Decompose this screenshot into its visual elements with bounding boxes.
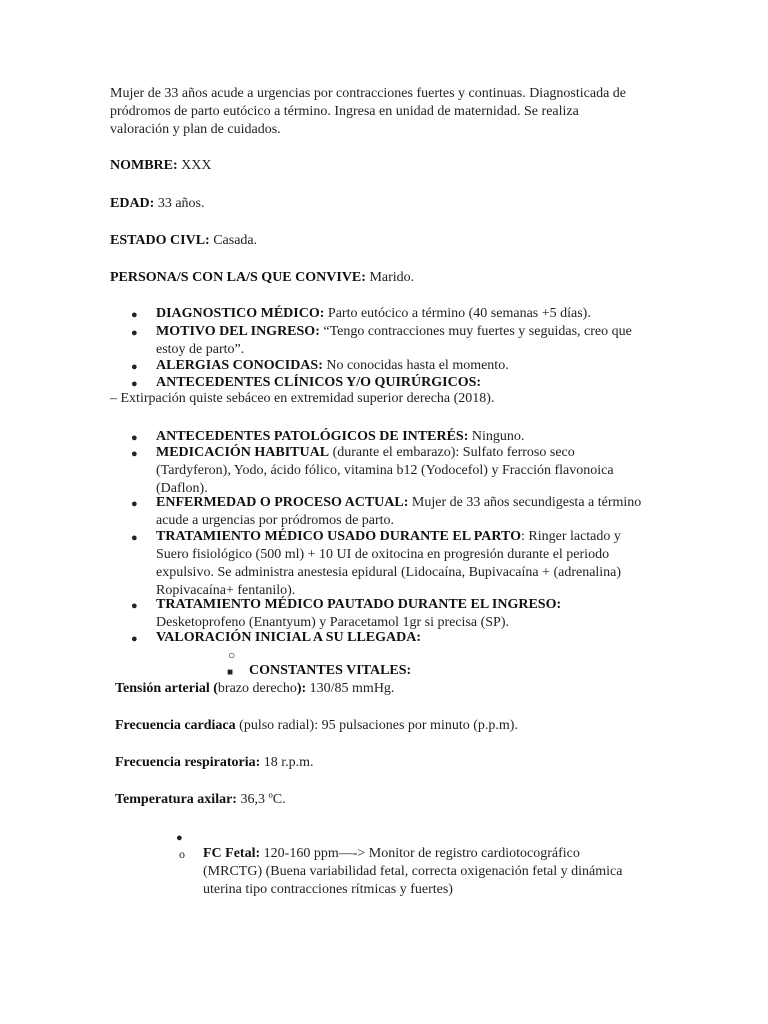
item-label: MEDICACIÓN HABITUAL <box>156 445 330 460</box>
bullet-icon: ● <box>131 448 138 460</box>
field-convive <box>110 269 630 287</box>
field-label: PERSONA/S CON LA/S QUE CONVIVE: <box>110 270 366 285</box>
square-bullet-icon: ■ <box>227 667 234 678</box>
bullet-icon: ● <box>131 498 138 510</box>
field-label: EDAD: <box>110 196 155 211</box>
list-item-tratamiento-parto <box>156 528 641 600</box>
item-label: TRATAMIENTO MÉDICO PAUTADO DURANTE EL INGRESO: <box>156 597 562 612</box>
item-label: ANTECEDENTES PATOLÓGICOS DE INTERÉS: <box>156 429 469 444</box>
item-value: Desketoprofeno (Enantyum) y Paracetamol 1gr si precisa (SP). <box>156 615 510 630</box>
bullet-icon: ● <box>131 378 138 390</box>
bullet-icon: ● <box>131 361 138 373</box>
item-label: ALERGIAS CONOCIDAS: <box>156 358 323 373</box>
field-value: Marido. <box>365 270 415 285</box>
circle-bullet-icon: ○ <box>228 648 236 662</box>
field-value: 33 años. <box>154 196 205 211</box>
bullet-icon: ● <box>131 600 138 612</box>
item-label: VALORACIÓN INICIAL A SU LLEGADA: <box>156 630 422 645</box>
vital-frecuencia-cardiaca: Frecuencia cardiaca (pulso radial): 95 pulsaciones por minuto (p.p.m). <box>115 718 518 733</box>
field-label: NOMBRE: <box>110 158 178 173</box>
surgery-note: – Extirpación quiste sebáceo en extremidad superior derecha (2018). <box>110 391 495 406</box>
list-item-valoracion <box>156 629 652 647</box>
item-value: “Tengo contracciones muy fuertes y seguidas, creo que estoy de parto”. <box>156 324 632 357</box>
vital-temperatura: Temperatura axilar: 36,3 ºC. <box>115 792 286 807</box>
field-value: XXX <box>177 158 212 173</box>
list-item-motivo <box>156 323 636 359</box>
vital-frecuencia-respiratoria: Frecuencia respiratoria: 18 r.p.m. <box>115 755 314 770</box>
list-item-alergias <box>156 357 652 375</box>
bullet-icon: ● <box>176 832 183 844</box>
vital-tension: Tensión arterial (brazo derecho): 130/85 mmHg. <box>115 681 395 696</box>
item-value: (durante el embarazo): Sulfato ferroso seco (Tardyferon), Yodo, ácido fólico, vitamina b12 (Yodocefol) y Fracción flavonoica (Daflon). <box>156 445 614 496</box>
list-item-tratamiento-ingreso <box>156 596 638 632</box>
bullet-icon: ● <box>131 633 138 645</box>
list-item-enfermedad <box>156 494 651 530</box>
item-label: ENFERMEDAD O PROCESO ACTUAL: <box>156 495 409 510</box>
intro-paragraph: Mujer de 33 años acude a urgencias por contracciones fuertes y continuas. Diagnosticada de pródromos de parto eutócico a término. Ingresa en unidad de maternidad. Se realiza valoración y plan de cuidados. <box>110 86 626 137</box>
circle-bullet-icon: o <box>179 847 185 861</box>
field-value: Casada. <box>209 233 258 248</box>
bullet-icon: ● <box>131 309 138 321</box>
field-estado-civil <box>110 232 630 250</box>
list-item-medicacion <box>156 444 636 498</box>
list-item-diagnostico <box>156 305 652 323</box>
item-value: Mujer de 33 años secundigesta a término acude a urgencias por pródromos de parto. <box>156 495 642 528</box>
field-edad <box>110 195 630 213</box>
field-label: ESTADO CIVL: <box>110 233 210 248</box>
constantes-title: CONSTANTES VITALES: <box>249 663 412 678</box>
item-value: Parto eutócico a término (40 semanas +5 días). <box>324 306 591 321</box>
item-label: ANTECEDENTES CLÍNICOS Y/O QUIRÚRGICOS: <box>156 375 482 390</box>
bullet-icon: ● <box>131 327 138 339</box>
fc-fetal: FC Fetal: 120-160 ppm—-> Monitor de registro cardiotocográfico (MRCTG) (Buena variabilidad fetal, correcta oxigenación fetal y dinámica uterina tipo contracciones rítmicas y fuertes) <box>203 846 623 897</box>
bullet-icon: ● <box>131 532 138 544</box>
item-label: DIAGNOSTICO MÉDICO: <box>156 306 325 321</box>
item-label: TRATAMIENTO MÉDICO USADO DURANTE EL PARTO <box>156 529 521 544</box>
item-value: Ninguno. <box>468 429 525 444</box>
bullet-icon: ● <box>131 432 138 444</box>
field-nombre <box>110 157 630 175</box>
item-value: No conocidas hasta el momento. <box>322 358 509 373</box>
item-value: : Ringer lactado y Suero fisiológico (500 ml) + 10 UI de oxitocina en progresión durante el periodo expulsivo. Se administra anestesia epidural (Lidocaína, Bupivacaína + (adrenalina) Ropivacaína+ fentanilo). <box>156 529 622 598</box>
item-label: MOTIVO DEL INGRESO: <box>156 324 320 339</box>
